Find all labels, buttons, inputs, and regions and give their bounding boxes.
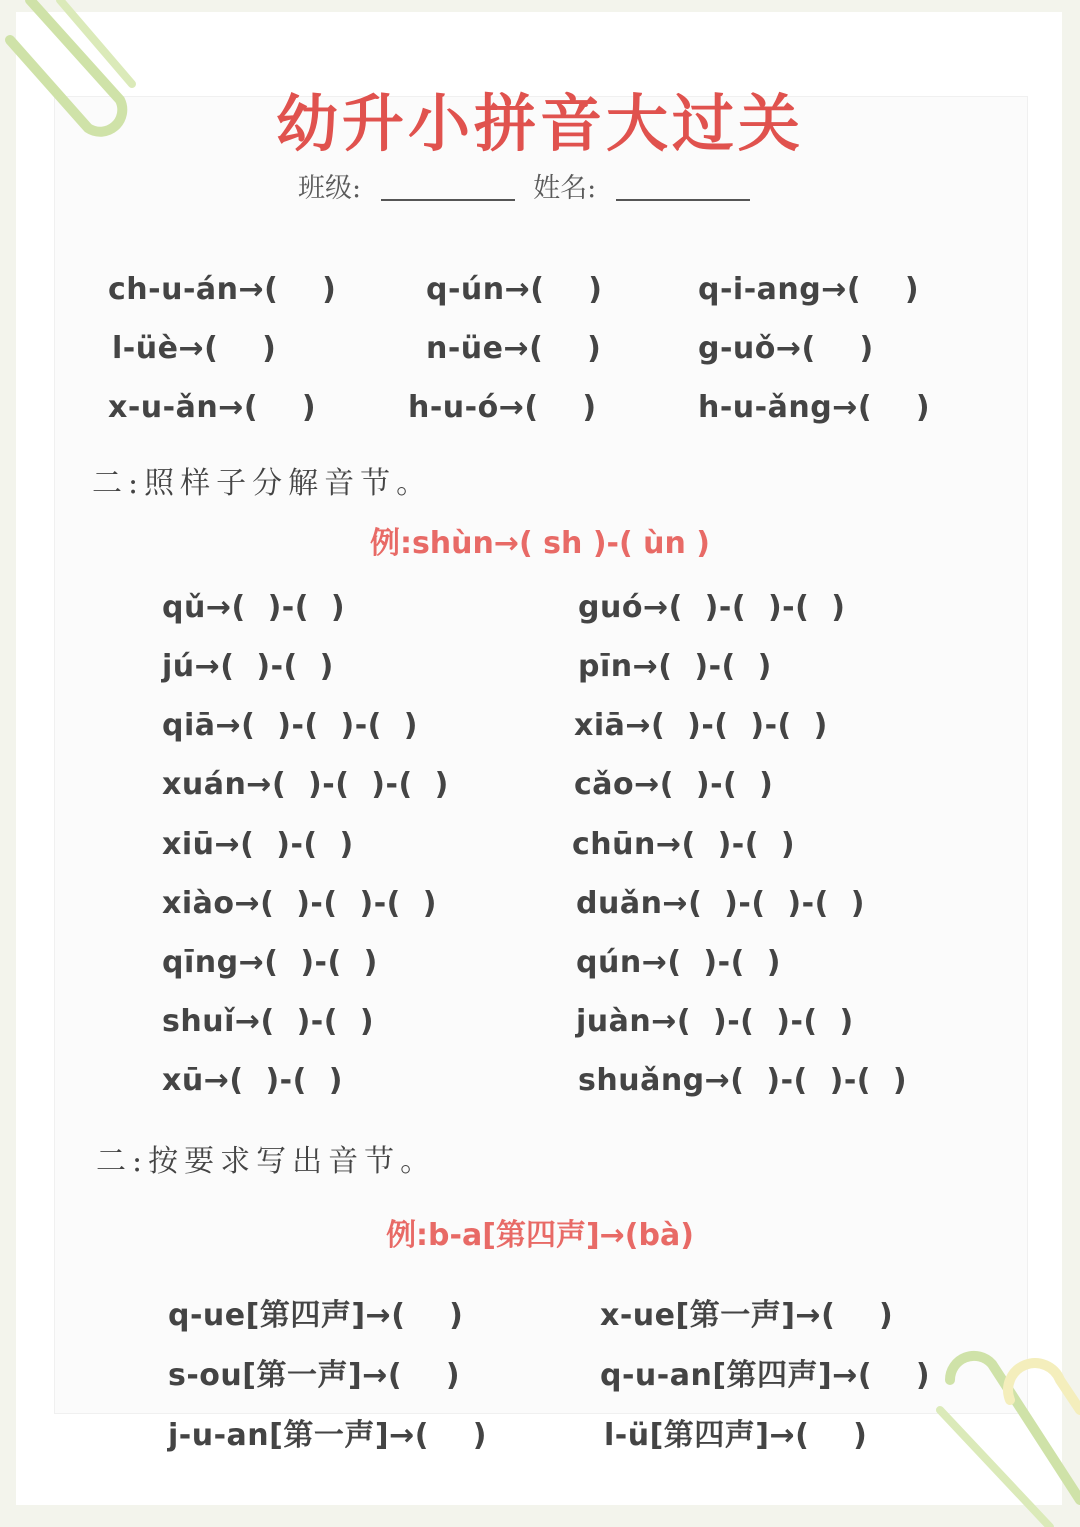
combine-item: h-u-ǎng→( ) (698, 390, 931, 425)
split-item: duǎn→( )-( )-( ) (576, 886, 865, 921)
split-item: guó→( )-( )-( ) (578, 590, 846, 625)
tone-item: j-u-an[第一声]→( ) (168, 1418, 487, 1453)
split-item: xiào→( )-( )-( ) (162, 886, 437, 921)
split-item: xū→( )-( ) (162, 1063, 343, 1098)
class-blank[interactable] (381, 199, 515, 201)
split-item: qǔ→( )-( ) (162, 590, 346, 625)
tone-item: x-ue[第一声]→( ) (600, 1298, 894, 1333)
split-item: qún→( )-( ) (576, 945, 781, 980)
tone-item: q-u-an[第四声]→( ) (600, 1358, 931, 1393)
tone-item: q-ue[第四声]→( ) (168, 1298, 464, 1333)
split-item: chūn→( )-( ) (572, 827, 796, 862)
split-item: xiā→( )-( )-( ) (574, 708, 828, 743)
split-item: shuǎng→( )-( )-( ) (578, 1063, 908, 1098)
section-heading: 二:按要求写出音节。 (96, 1144, 437, 1179)
split-item: xiū→( )-( ) (162, 827, 354, 862)
paper-clip-bottom-right-icon (930, 1350, 1080, 1527)
combine-item: q-i-ang→( ) (698, 272, 920, 307)
name-blank[interactable] (616, 199, 750, 201)
combine-item: h-u-ó→( ) (408, 390, 597, 425)
combine-item: n-üe→( ) (426, 331, 602, 366)
page-title: 幼升小拼音大过关 (275, 87, 804, 160)
section-heading: 二:照样子分解音节。 (92, 466, 433, 501)
split-item: xuán→( )-( )-( ) (162, 767, 449, 802)
combine-item: x-u-ǎn→( ) (108, 390, 317, 425)
split-item: juàn→( )-( )-( ) (576, 1004, 854, 1039)
section-example: 例:shùn→( sh )-( ùn ) (369, 526, 711, 561)
split-item: qīng→( )-( ) (162, 945, 378, 980)
section-example: 例:b-a[第四声]→(bà) (386, 1218, 694, 1253)
combine-item: ch-u-án→( ) (108, 272, 337, 307)
student-info (298, 166, 768, 205)
split-item: jú→( )-( ) (162, 649, 334, 684)
combine-item: g-uǒ→( ) (698, 331, 874, 366)
split-item: qiā→( )-( )-( ) (162, 708, 418, 743)
combine-item: q-ún→( ) (426, 272, 603, 307)
split-item: cǎo→( )-( ) (574, 767, 774, 802)
split-item: pīn→( )-( ) (578, 649, 772, 684)
combine-item: l-üè→( ) (112, 331, 277, 366)
tone-item: l-ü[第四声]→( ) (604, 1418, 868, 1453)
tone-item: s-ou[第一声]→( ) (168, 1358, 461, 1393)
split-item: shuǐ→( )-( ) (162, 1004, 375, 1039)
class-label: 班级: (298, 173, 362, 204)
name-label: 姓名: (533, 173, 597, 204)
